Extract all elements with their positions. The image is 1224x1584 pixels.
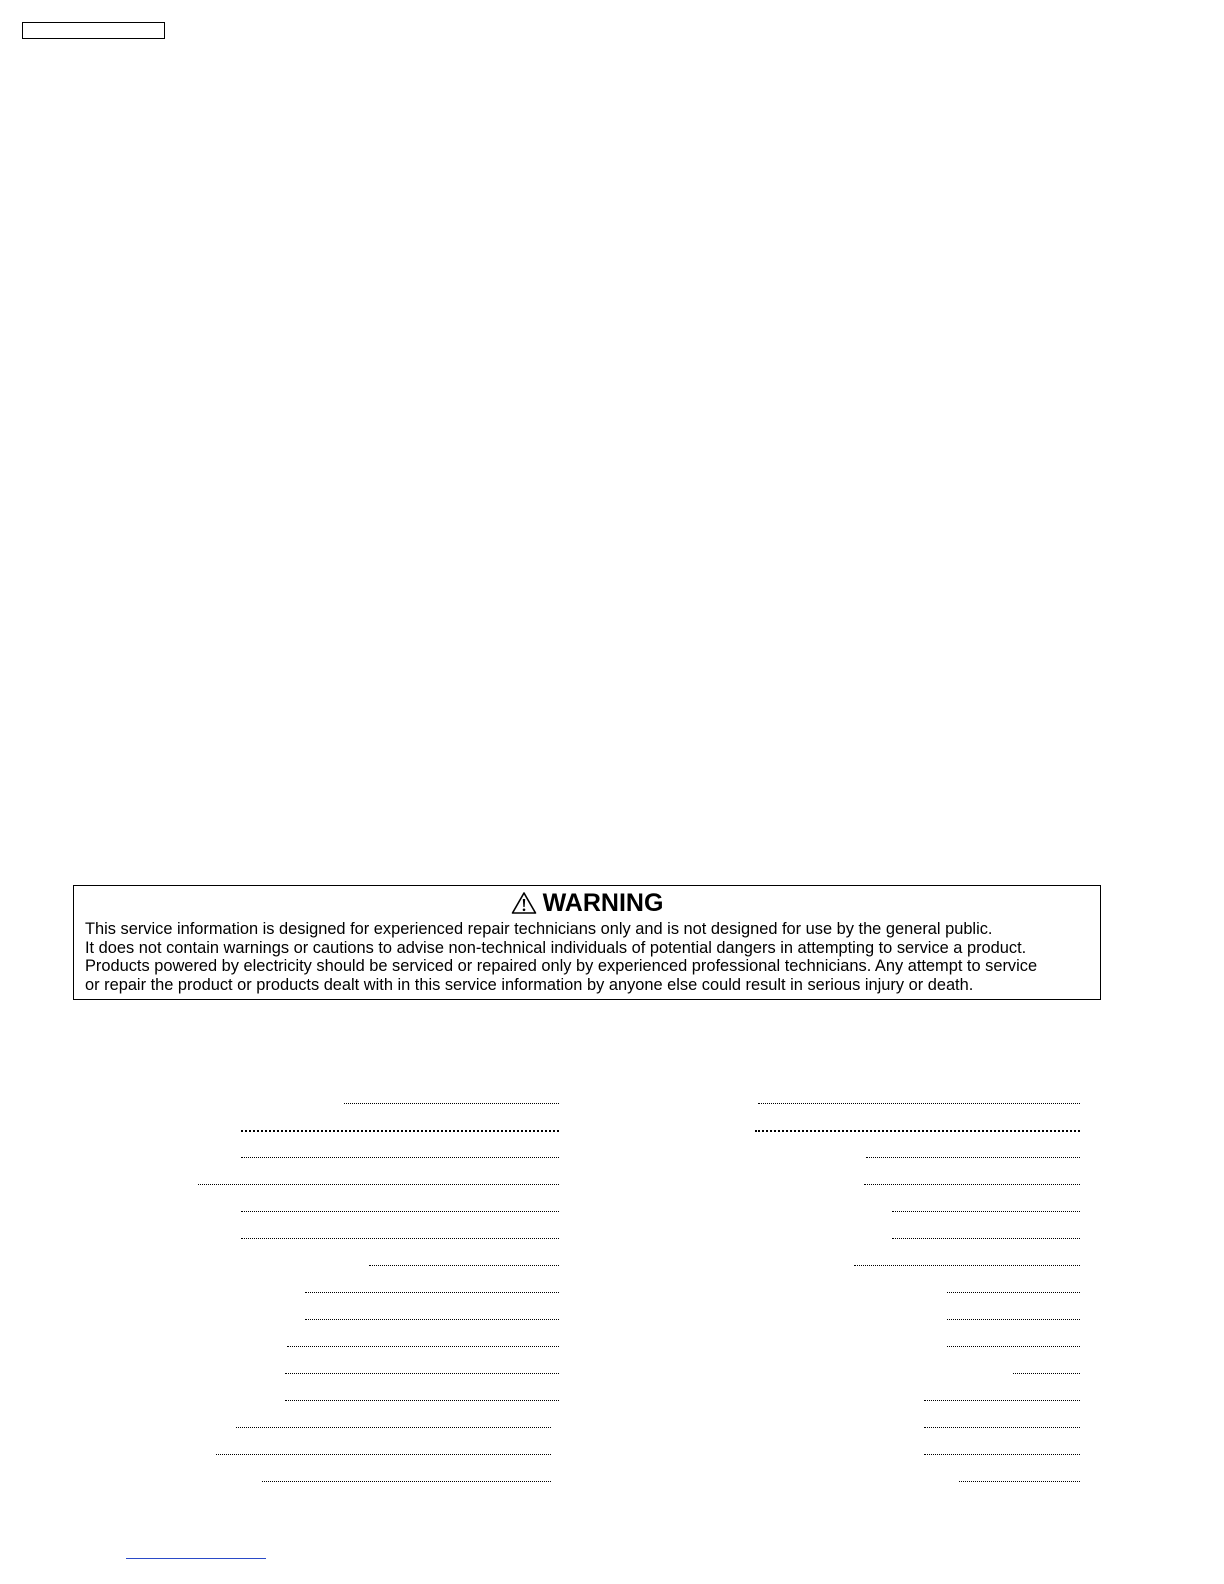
toc-leader — [285, 1373, 559, 1374]
toc-leader — [947, 1346, 1080, 1347]
toc-leader — [305, 1319, 559, 1320]
warning-line: This service information is designed for experienced repair technicians only and is not designed for use by the general public. — [85, 920, 993, 938]
toc-leader — [241, 1130, 559, 1132]
toc-leader — [305, 1292, 559, 1293]
toc-leader — [947, 1319, 1080, 1320]
toc-leader — [924, 1427, 1080, 1428]
toc-leader — [1013, 1373, 1080, 1374]
toc-leader — [216, 1454, 551, 1455]
toc-leader — [924, 1400, 1080, 1401]
toc-leader — [262, 1481, 551, 1482]
toc-leader — [236, 1427, 551, 1428]
toc-leader — [864, 1184, 1080, 1185]
toc-leader — [344, 1103, 559, 1104]
warning-title: WARNING — [542, 888, 664, 917]
toc-leader — [924, 1454, 1080, 1455]
toc-leader — [866, 1157, 1080, 1158]
toc-leader — [369, 1265, 559, 1266]
toc-leader — [755, 1130, 1080, 1132]
toc-leader — [758, 1103, 1080, 1104]
toc-leader — [285, 1400, 559, 1401]
toc-leader — [892, 1238, 1080, 1239]
warning-line: It does not contain warnings or cautions to advise non-technical individuals of potential dangers in attempting to service a product. — [85, 938, 1027, 957]
toc-leader — [892, 1211, 1080, 1212]
toc-leader — [241, 1211, 559, 1212]
toc-leader — [241, 1157, 559, 1158]
toc-leader — [287, 1346, 559, 1347]
toc-leader — [854, 1265, 1080, 1266]
toc-leader — [959, 1481, 1080, 1482]
warning-line: or repair the product or products dealt with in this service information by anyone else could result in serious injury or death. — [85, 975, 974, 994]
warning-line: Products powered by electricity should be serviced or repaired only by experienced professional technicians. Any attempt to service — [85, 957, 1038, 975]
toc-leader — [947, 1292, 1080, 1293]
footer-link-underline[interactable] — [126, 1558, 266, 1559]
toc-leader — [241, 1238, 559, 1239]
toc-leader — [198, 1184, 559, 1185]
